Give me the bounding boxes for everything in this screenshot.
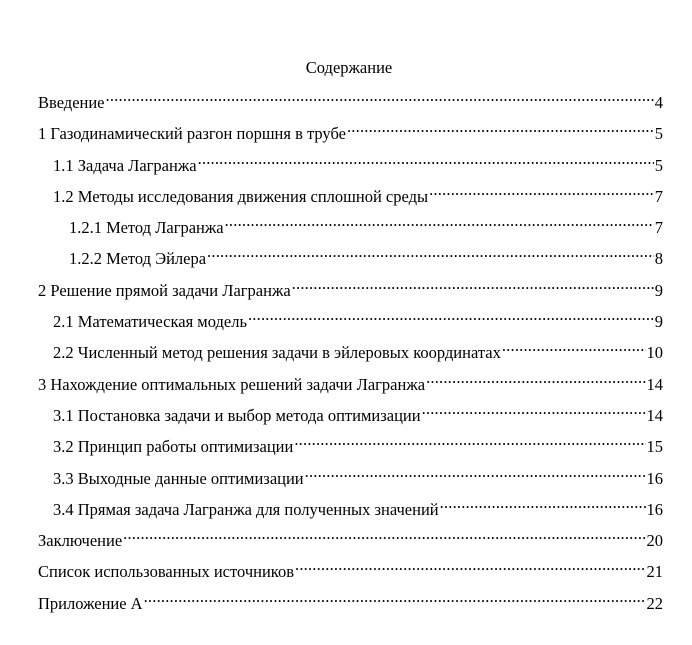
dot-leader	[422, 401, 646, 421]
toc-entry-page: 22	[646, 593, 663, 613]
toc-entry-title: Заключение	[38, 531, 123, 551]
toc-entry[interactable]	[38, 151, 663, 182]
toc-entry-title: 2.1 Математическая модель	[53, 312, 247, 332]
toc-entry-title: 3.2 Принцип работы оптимизации	[53, 437, 294, 457]
toc-title: Содержание	[305, 58, 393, 77]
toc-entry-page: 4	[654, 93, 663, 112]
toc-entry-page: 7	[654, 186, 663, 206]
toc-entry[interactable]	[38, 276, 663, 307]
dot-leader	[294, 432, 645, 452]
dot-leader	[248, 307, 654, 327]
dot-leader	[305, 464, 646, 484]
dot-leader	[123, 526, 645, 546]
toc-entry-title: 3.1 Постановка задачи и выбор метода оптимизации	[53, 405, 421, 425]
toc-entry[interactable]	[38, 526, 663, 557]
toc-entry-page: 5	[654, 124, 663, 144]
toc-entry[interactable]	[38, 307, 663, 338]
toc-entry[interactable]	[38, 495, 663, 526]
toc-entry-page: 21	[646, 562, 663, 582]
dot-leader	[502, 338, 646, 358]
toc-entry-title: Список использованных источников	[38, 562, 294, 582]
toc-entry[interactable]	[38, 182, 663, 213]
dot-leader	[440, 495, 646, 515]
toc-entry-title: 3 Нахождение оптимальных решений задачи Лагранжа	[38, 374, 426, 394]
toc-entry-page: 16	[646, 468, 663, 488]
toc-entry[interactable]	[38, 557, 663, 588]
toc-entry-title: 3.4 Прямая задача Лагранжа для полученных значений	[53, 499, 439, 519]
toc-entry-page: 14	[646, 405, 663, 425]
dot-leader	[426, 370, 645, 390]
dot-leader	[106, 88, 654, 108]
toc-entry[interactable]	[38, 119, 663, 150]
toc-entry[interactable]	[38, 244, 663, 275]
toc-entry[interactable]	[38, 338, 663, 369]
dot-leader	[347, 119, 654, 139]
toc-entry-title: 1.2.1 Метод Лагранжа	[69, 218, 224, 238]
toc-entry-title: 2 Решение прямой задачи Лагранжа	[38, 280, 291, 300]
dot-leader	[429, 182, 654, 202]
toc-entry[interactable]	[38, 464, 663, 495]
toc-entry[interactable]	[38, 589, 663, 620]
toc-entry-page: 9	[654, 312, 663, 332]
toc-entry-page: 8	[654, 249, 663, 269]
toc-entry-title: Введение	[38, 93, 105, 112]
toc-entry-page: 5	[654, 155, 663, 175]
toc-entry[interactable]	[38, 88, 663, 119]
toc-entry[interactable]	[38, 213, 663, 244]
toc-entry-page: 9	[654, 280, 663, 300]
toc-entry[interactable]	[38, 370, 663, 401]
toc-entry-page: 15	[646, 437, 663, 457]
toc-entry-title: 3.3 Выходные данные оптимизации	[53, 468, 304, 488]
dot-leader	[292, 276, 654, 296]
toc-entry-title: 1.2.2 Метод Эйлера	[69, 249, 207, 269]
toc-entry-title: 1.2 Методы исследования движения сплошной среды	[53, 186, 429, 206]
dot-leader	[144, 589, 646, 609]
table-of-contents	[38, 88, 663, 620]
toc-entry[interactable]	[38, 401, 663, 432]
dot-leader	[225, 213, 654, 233]
toc-entry-title: 1.1 Задача Лагранжа	[53, 155, 197, 175]
toc-entry[interactable]	[38, 432, 663, 463]
toc-entry-page: 10	[646, 343, 663, 363]
toc-entry-page: 7	[654, 218, 663, 238]
toc-entry-title: 2.2 Численный метод решения задачи в эйлеровых координатах	[53, 343, 501, 363]
toc-entry-page: 20	[646, 531, 663, 551]
toc-entry-title: 1 Газодинамический разгон поршня в трубе	[38, 124, 346, 144]
dot-leader	[198, 151, 654, 171]
dot-leader	[207, 244, 654, 264]
toc-entry-page: 16	[646, 499, 663, 519]
toc-entry-page: 14	[646, 374, 663, 394]
dot-leader	[295, 557, 646, 577]
toc-entry-title: Приложение А	[38, 593, 143, 613]
